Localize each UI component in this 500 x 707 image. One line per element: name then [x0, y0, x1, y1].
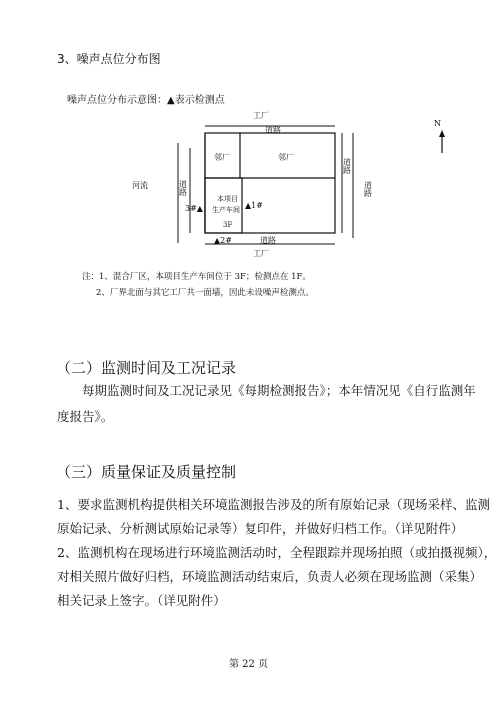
item-2-line3: 相关记录上签字。（详见附件） [57, 593, 226, 608]
point-3-marker: 3#▲ [185, 204, 203, 213]
section-san-heading: （三）质量保证及质量控制 [56, 463, 237, 481]
diagram-caption: 噪声点位分布示意图：▲表示检测点 [67, 95, 225, 106]
section-3-heading: 3、噪声点位分布图 [57, 52, 161, 66]
label-project-floor: 3F [223, 221, 233, 229]
label-neighbor-2: 邻厂 [278, 153, 294, 162]
label-factory-bottom: 工厂 [253, 249, 269, 258]
label-river: 河流 [132, 181, 148, 190]
section-er-heading: （二）监测时间及工况记录 [56, 359, 237, 377]
noise-point-diagram [130, 108, 460, 258]
note-2: 2、厂界北面与其它工厂共一面墙，因此未设噪声检测点。 [96, 288, 314, 298]
item-2-line1: 2、监测机构在现场进行环境监测活动时，全程跟踪并现场拍照（或拍摄视频）， [57, 545, 497, 560]
item-1-line1: 1、要求监测机构提供相关环境监测报告涉及的所有原始记录（现场采样、监测 [57, 497, 490, 512]
label-road-right-outer: 道路 [363, 181, 373, 197]
label-neighbor-1: 邻厂 [214, 153, 230, 162]
label-project-line2: 生产车间 [212, 206, 240, 214]
page-number: 第 22 页 [229, 659, 269, 670]
section-er-text-line1: 每期监测时间及工况记录见《每期检测报告》；本年情况见《自行监测年 [82, 383, 476, 398]
point-1-marker: ▲1# [245, 201, 263, 210]
item-1-line2: 原始记录、分析测试原始记录等）复印件，并做好归档工作。（详见附件） [57, 521, 464, 536]
label-factory-top: 工厂 [253, 111, 269, 120]
label-road-right-inner: 道路 [342, 158, 352, 174]
site-boundary [205, 133, 335, 233]
section-er-text-line2: 度报告》。 [57, 409, 114, 424]
point-2-marker: ▲2# [214, 236, 232, 245]
label-road-bottom: 道路 [260, 236, 276, 245]
label-project-line1: 本项目 [217, 195, 238, 203]
label-road-left: 道路 [178, 180, 188, 196]
note-1: 注：1、混合厂区，本项目生产车间位于 3F；检测点在 1F。 [82, 272, 311, 282]
label-north: N [434, 119, 441, 128]
item-2-line2: 对相关照片做好归档，环境监测活动结束后，负责人必须在现场监测（采集） [57, 569, 483, 584]
label-road-top: 道路 [265, 126, 281, 135]
